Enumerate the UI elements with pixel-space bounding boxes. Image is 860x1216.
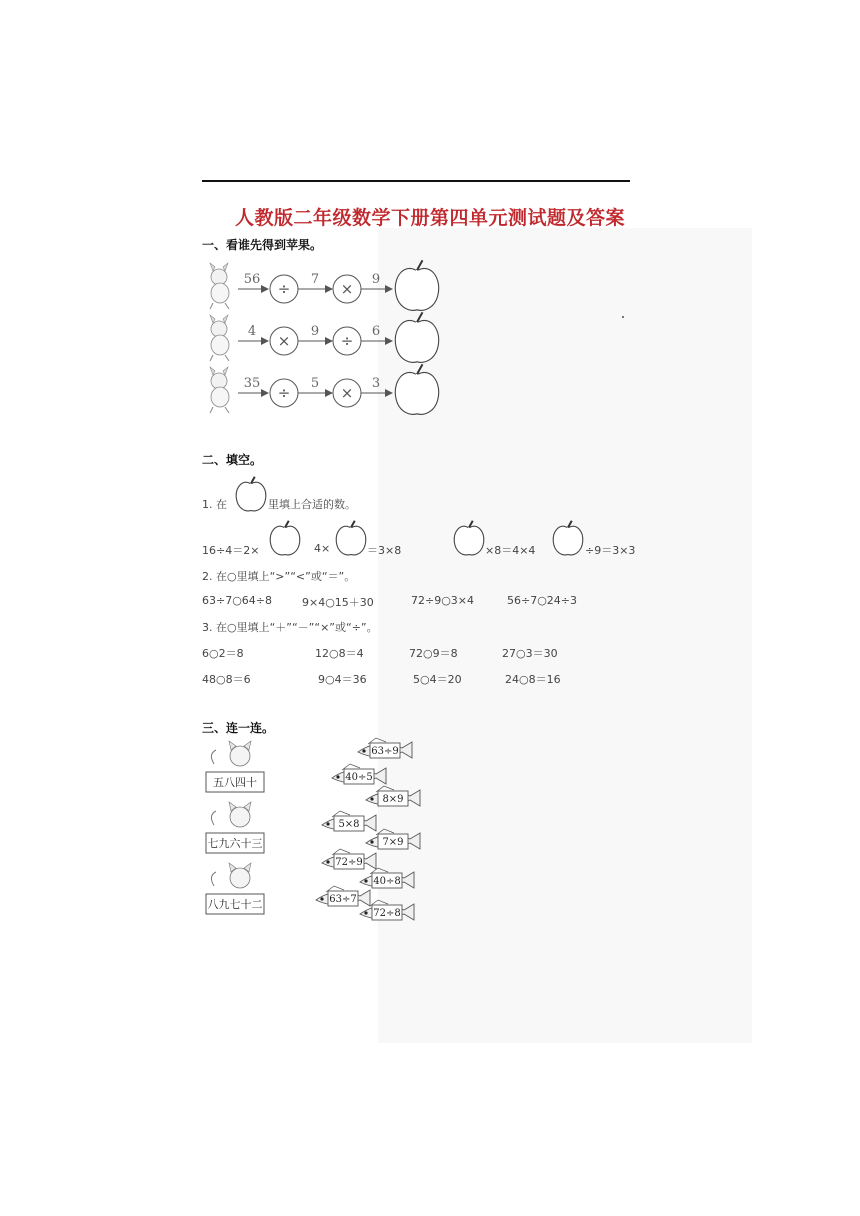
apple-blank-icon [553, 521, 583, 555]
apple-blank-icon [270, 521, 300, 555]
q3-r2-item3: 5○4＝20 [413, 673, 462, 686]
apple-blank-icon [236, 477, 266, 511]
q2-item4: 56÷7○24÷3 [507, 594, 578, 607]
cat-tail [211, 750, 216, 764]
cat-head [230, 868, 250, 888]
animal-head [211, 373, 227, 389]
q3-r1-item3: 72○9＝8 [409, 647, 458, 660]
animal-head [211, 321, 227, 337]
q3-r2-item4: 24○8＝16 [505, 673, 561, 686]
apple-outline [395, 372, 438, 414]
cat-card [206, 863, 264, 914]
step-number: 7 [310, 272, 320, 287]
apple-icon [395, 260, 438, 310]
cat-head [230, 746, 250, 766]
apple-outline [454, 526, 484, 555]
q3-r1-item1: 6○2＝8 [202, 647, 244, 660]
apple-outline [336, 526, 366, 555]
animal-body [211, 283, 229, 303]
animal-icon [210, 263, 229, 309]
cat-label: 七九六十三 [207, 837, 263, 850]
step-number: 3 [371, 376, 381, 391]
animal-body [211, 335, 229, 355]
animal-legs [210, 407, 229, 413]
page-title: 人教版二年级数学下册第四单元测试题及答案 [234, 207, 625, 229]
operator-sign: ÷ [277, 280, 291, 298]
cat-label: 八九七十二 [207, 898, 263, 911]
apple-outline [270, 526, 300, 555]
apple-outline [553, 526, 583, 555]
q1-item3-post: ×8＝4×4 [485, 544, 536, 557]
q2-item2: 9×4○15＋30 [302, 596, 374, 609]
fish-card [322, 849, 376, 869]
q2-item1: 63÷7○64÷8 [202, 594, 273, 607]
fish-label: 5×8 [338, 819, 360, 830]
cat-tail [211, 872, 216, 886]
fish-label: 40÷8 [373, 876, 401, 887]
apple-race-row [210, 260, 439, 310]
animal-icon [210, 315, 229, 361]
apple-race-row [210, 364, 439, 414]
q3-r2-item1: 48○8＝6 [202, 673, 251, 686]
fish-eye [336, 775, 339, 778]
operator-sign: × [340, 280, 354, 298]
fish-card [332, 764, 386, 784]
fish-label: 63÷9 [371, 746, 399, 757]
fish-card [358, 738, 412, 758]
fish-eye [364, 911, 367, 914]
step-number: 9 [310, 324, 320, 339]
fish-card [322, 811, 376, 831]
fish-eye [326, 860, 329, 863]
q2-text: 2. 在○里填上“>”“<”或“＝”。 [202, 570, 356, 583]
section1-heading: 一、看谁先得到苹果。 [202, 238, 323, 252]
fish-card [366, 786, 420, 806]
fish-label: 63÷7 [329, 894, 357, 905]
apple-outline [395, 320, 438, 362]
fish-eye [362, 749, 365, 752]
animal-legs [210, 303, 229, 309]
operator-sign: ÷ [277, 384, 291, 402]
animal-body [211, 387, 229, 407]
apple-blank-icon [336, 521, 366, 555]
section3-heading: 三、连一连。 [202, 721, 275, 735]
fish-eye [370, 840, 373, 843]
q3-text: 3. 在○里填上“＋”“－”“×”或“÷”。 [202, 621, 378, 634]
step-number: 9 [371, 272, 381, 287]
fish-card [316, 886, 370, 906]
fish-eye [320, 897, 323, 900]
q3-r1-item2: 12○8＝4 [315, 647, 364, 660]
q1-item1-pre: 16÷4＝2× [202, 544, 260, 557]
apple-icon [395, 312, 438, 362]
fish-eye [326, 822, 329, 825]
step-number: 5 [310, 376, 320, 391]
q2-item3: 72÷9○3×4 [411, 594, 475, 607]
apple-blank-icon [454, 521, 484, 555]
fish-label: 72÷9 [335, 857, 363, 868]
start-number: 35 [243, 376, 261, 391]
operator-sign: × [340, 384, 354, 402]
start-number: 4 [247, 324, 257, 339]
apple-icon [395, 364, 438, 414]
fish-label: 72÷8 [373, 908, 401, 919]
animal-icon [210, 367, 229, 413]
operator-sign: ÷ [340, 332, 354, 350]
start-number: 56 [243, 272, 261, 287]
cat-card [206, 802, 264, 853]
q1-item2-post: ＝3×8 [367, 544, 402, 557]
q3-r2-item2: 9○4＝36 [318, 673, 367, 686]
cat-card [206, 741, 264, 792]
fish-label: 7×9 [382, 837, 404, 848]
fish-eye [364, 879, 367, 882]
cat-label: 五八四十 [213, 776, 257, 789]
step-number: 6 [371, 324, 381, 339]
fish-eye [370, 797, 373, 800]
fish-label: 8×9 [382, 794, 404, 805]
q1-item4-post: ÷9＝3×3 [585, 544, 636, 557]
apple-race-row [210, 312, 439, 362]
animal-head [211, 269, 227, 285]
animal-legs [210, 355, 229, 361]
q1-suffix: 里填上合适的数。 [268, 498, 356, 511]
fish-card [360, 868, 414, 888]
fish-card [366, 829, 420, 849]
q1-item2-pre: 4× [314, 542, 331, 555]
apple-outline [395, 268, 438, 310]
fish-label: 40÷5 [345, 772, 373, 783]
cat-tail [211, 811, 216, 825]
apple-outline [236, 482, 266, 511]
section2-heading: 二、填空。 [202, 453, 263, 467]
cat-head [230, 807, 250, 827]
q3-r1-item4: 27○3＝30 [502, 647, 558, 660]
q1-prefix: 1. 在 [202, 498, 227, 511]
operator-sign: × [277, 332, 291, 350]
